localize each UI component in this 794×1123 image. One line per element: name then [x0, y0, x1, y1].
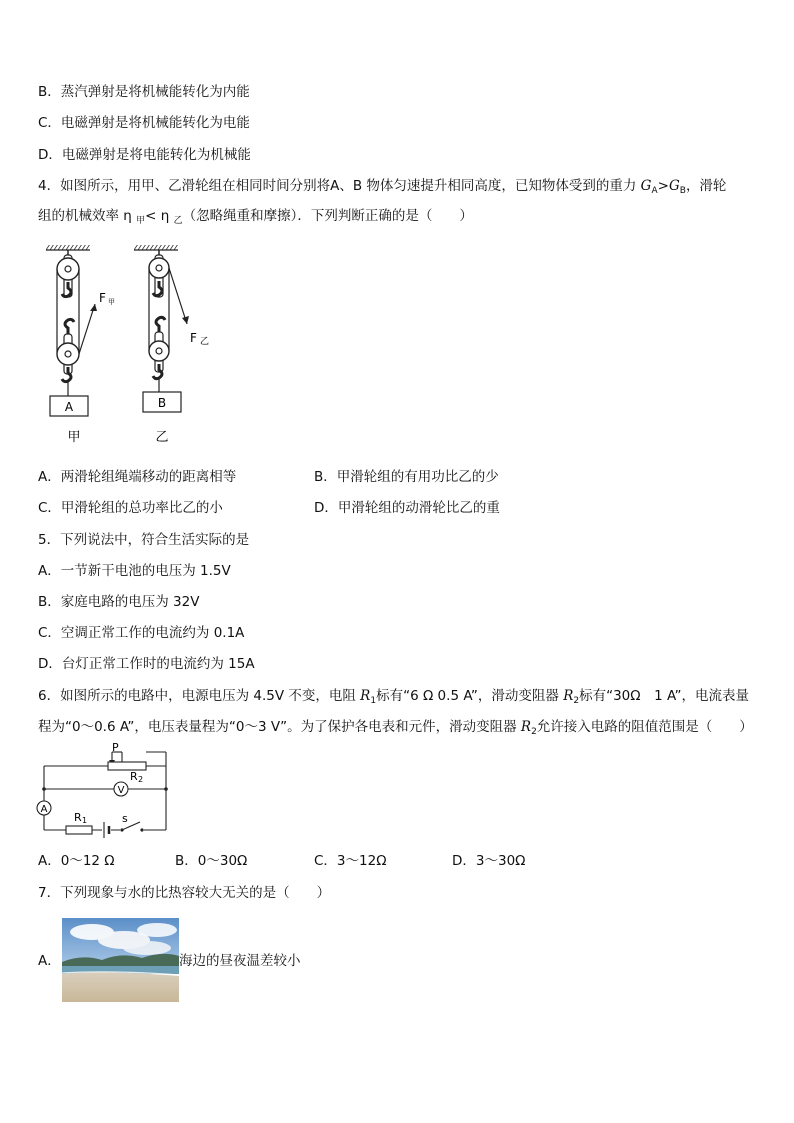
- q7-stem: 7．下列现象与水的比热容较大无关的是（ ）: [38, 885, 331, 901]
- svg-text:2: 2: [138, 775, 144, 784]
- q6-option-b: B．0～30Ω: [175, 853, 248, 869]
- beach-photo-icon: [62, 918, 179, 1002]
- q6-option-a: A．0～12 Ω: [38, 853, 115, 869]
- resistor-r1: [66, 826, 92, 834]
- svg-text:R: R: [74, 811, 82, 824]
- svg-text:A: A: [64, 400, 74, 414]
- q4-option-c: C．甲滑轮组的总功率比乙的小: [38, 500, 223, 516]
- q7-option-a-letter: A．: [38, 953, 61, 969]
- q5-stem: 5．下列说法中，符合生活实际的是: [38, 532, 250, 548]
- q3-option-b: B．蒸汽弹射是将机械能转化为内能: [38, 84, 250, 100]
- svg-text:R: R: [130, 770, 138, 783]
- q4-option-b: B．甲滑轮组的有用功比乙的少: [314, 469, 499, 485]
- q5-option-c: C．空调正常工作的电流约为 0.1A: [38, 625, 245, 641]
- svg-text:s: s: [122, 812, 128, 825]
- svg-text:V: V: [117, 785, 125, 796]
- slider-p-label: P: [112, 741, 119, 754]
- pulley-system-yi: [134, 245, 209, 445]
- q6-option-d: D．3～30Ω: [452, 853, 526, 869]
- force-label-yi: F: [190, 331, 197, 345]
- svg-text:甲: 甲: [108, 298, 115, 306]
- q5-option-d: D．台灯正常工作时的电流约为 15A: [38, 656, 255, 672]
- pulley-figure: [38, 238, 238, 448]
- rheostat-r2: [108, 762, 146, 770]
- q4-stem-line1: 4．如图所示，用甲、乙滑轮组在相同时间分别将A、B 物体匀速提升相同高度，已知物体受到的重力 $G_A>G_B$，滑轮: [38, 178, 727, 196]
- svg-text:A: A: [40, 804, 48, 815]
- q6-stem-line2: 程为“0～0.6 A”，电压表量程为“0～3 V”。为了保护各电表和元件，滑动变阻器 $R_2$允许接入电路的阻值范围是（ ）: [38, 719, 753, 737]
- q7-option-a-text: 海边的昼夜温差较小: [179, 953, 301, 969]
- pulley-system-jia: [46, 245, 115, 445]
- q6-stem-line1: 6．如图所示的电路中，电源电压为 4.5V 不变，电阻 $R_1$标有“6 Ω 0.5 A”，滑动变阻器 $R_2$标有“30Ω 1 A”，电流表量: [38, 688, 750, 706]
- caption-yi: 乙: [155, 430, 169, 445]
- caption-jia: 甲: [67, 430, 81, 445]
- q4-option-d: D．甲滑轮组的动滑轮比乙的重: [314, 500, 500, 516]
- circuit-diagram: [36, 741, 176, 836]
- q3-option-d: D．电磁弹射是将电能转化为机械能: [38, 147, 251, 163]
- q6-option-c: C．3～12Ω: [314, 853, 387, 869]
- svg-text:乙: 乙: [200, 337, 210, 347]
- q4-stem-line2: 组的机械效率 η $_甲$< η $_乙$（忽略绳重和摩擦）．下列判断正确的是（ ）: [38, 208, 473, 226]
- svg-text:1: 1: [82, 816, 88, 825]
- q5-option-a: A．一节新干电池的电压为 1.5V: [38, 563, 231, 579]
- q3-option-c: C．电磁弹射是将机械能转化为电能: [38, 115, 250, 131]
- force-label-jia: F: [99, 291, 106, 305]
- q4-option-a: A．两滑轮组绳端移动的距离相等: [38, 469, 237, 485]
- svg-text:B: B: [157, 396, 167, 410]
- q5-option-b: B．家庭电路的电压为 32V: [38, 594, 200, 610]
